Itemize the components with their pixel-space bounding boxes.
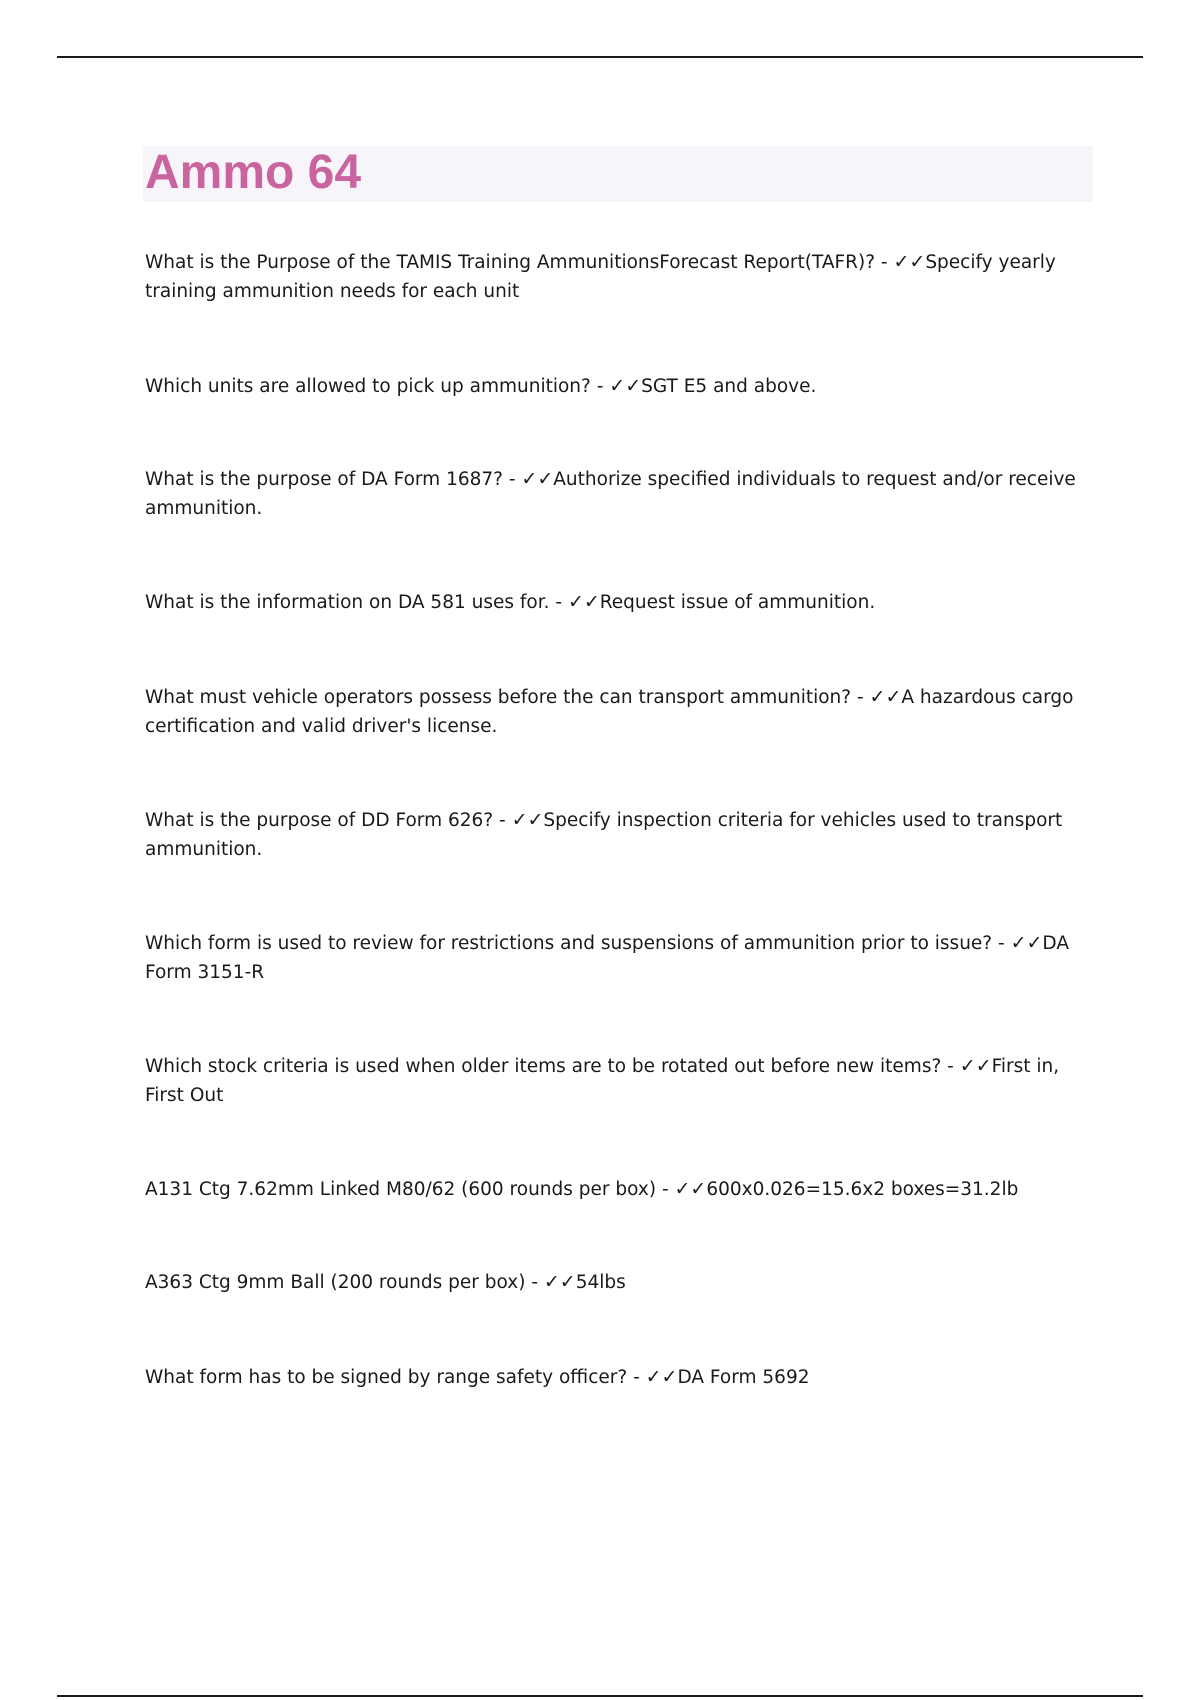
qa-item <box>145 248 1100 306</box>
check-mark: ✓✓ <box>521 468 554 490</box>
qa-item <box>145 929 1100 987</box>
question-text: What form has to be signed by range safety officer? <box>145 1367 628 1388</box>
check-mark: ✓✓ <box>1010 932 1043 954</box>
question-text: What is the Purpose of the TAMIS Training AmmunitionsForecast Report(TAFR)? <box>145 252 876 273</box>
separator: - <box>627 1367 646 1388</box>
question-text: A363 Ctg 9mm Ball (200 rounds per box) <box>145 1272 526 1293</box>
check-mark: ✓✓ <box>893 251 926 273</box>
top-divider <box>57 56 1143 58</box>
qa-item <box>145 1268 1100 1297</box>
answer-text: Authorize specified individuals to request and/or receive ammunition. <box>145 469 1076 519</box>
qa-item <box>145 1363 1100 1392</box>
question-text: A131 Ctg 7.62mm Linked M80/62 (600 rounds per box) <box>145 1179 657 1200</box>
separator: - <box>525 1272 544 1293</box>
separator: - <box>941 1056 960 1077</box>
separator: - <box>656 1179 675 1200</box>
separator: - <box>851 687 870 708</box>
answer-text: Specify inspection criteria for vehicles used to transport ammunition. <box>145 810 1063 860</box>
answer-text: 600x0.026=15.6x2 boxes=31.2lb <box>706 1179 1019 1200</box>
answer-text: Specify yearly training ammunition needs for each unit <box>145 252 1056 302</box>
separator: - <box>502 469 522 490</box>
qa-item <box>145 1052 1100 1110</box>
qa-item <box>145 1175 1100 1204</box>
check-mark: ✓✓ <box>869 686 902 708</box>
answer-text: First in, First Out <box>145 1056 1060 1106</box>
answer-text: DA Form 3151-R <box>145 933 1069 983</box>
qa-item <box>145 372 1100 401</box>
question-text: Which form is used to review for restrictions and suspensions of ammunition prior to issue? <box>145 933 993 954</box>
answer-text: Request issue of ammunition. <box>599 592 876 613</box>
answer-text: 54lbs <box>575 1272 626 1293</box>
check-mark: ✓✓ <box>959 1055 992 1077</box>
check-mark: ✓✓ <box>674 1178 707 1200</box>
qa-item <box>145 588 1100 617</box>
check-mark: ✓✓ <box>645 1366 678 1388</box>
qa-item <box>145 806 1100 864</box>
question-text: What is the purpose of DA Form 1687? <box>145 469 503 490</box>
question-text: Which stock criteria is used when older items are to be rotated out before new items? <box>145 1056 942 1077</box>
separator: - <box>590 376 610 397</box>
separator: - <box>992 933 1011 954</box>
answer-text: DA Form 5692 <box>677 1367 810 1388</box>
question-text: What is the purpose of DD Form 626? <box>145 810 494 831</box>
document-title: Ammo 64 <box>145 146 362 199</box>
check-mark: ✓✓ <box>543 1271 576 1293</box>
separator: - <box>549 592 568 613</box>
qa-item <box>145 683 1100 741</box>
separator: - <box>875 252 894 273</box>
answer-text: A hazardous cargo certification and valid driver's license. <box>145 687 1074 737</box>
check-mark: ✓✓ <box>567 591 600 613</box>
question-text: Which units are allowed to pick up ammunition? <box>145 376 591 397</box>
check-mark: ✓✓ <box>511 809 544 831</box>
check-mark: ✓✓ <box>609 375 642 397</box>
question-text: What must vehicle operators possess before the can transport ammunition? <box>145 687 852 708</box>
qa-item <box>145 465 1100 523</box>
separator: - <box>493 810 512 831</box>
bottom-divider <box>57 1695 1143 1697</box>
question-text: What is the information on DA 581 uses for. <box>145 592 550 613</box>
answer-text: SGT E5 and above. <box>641 376 817 397</box>
